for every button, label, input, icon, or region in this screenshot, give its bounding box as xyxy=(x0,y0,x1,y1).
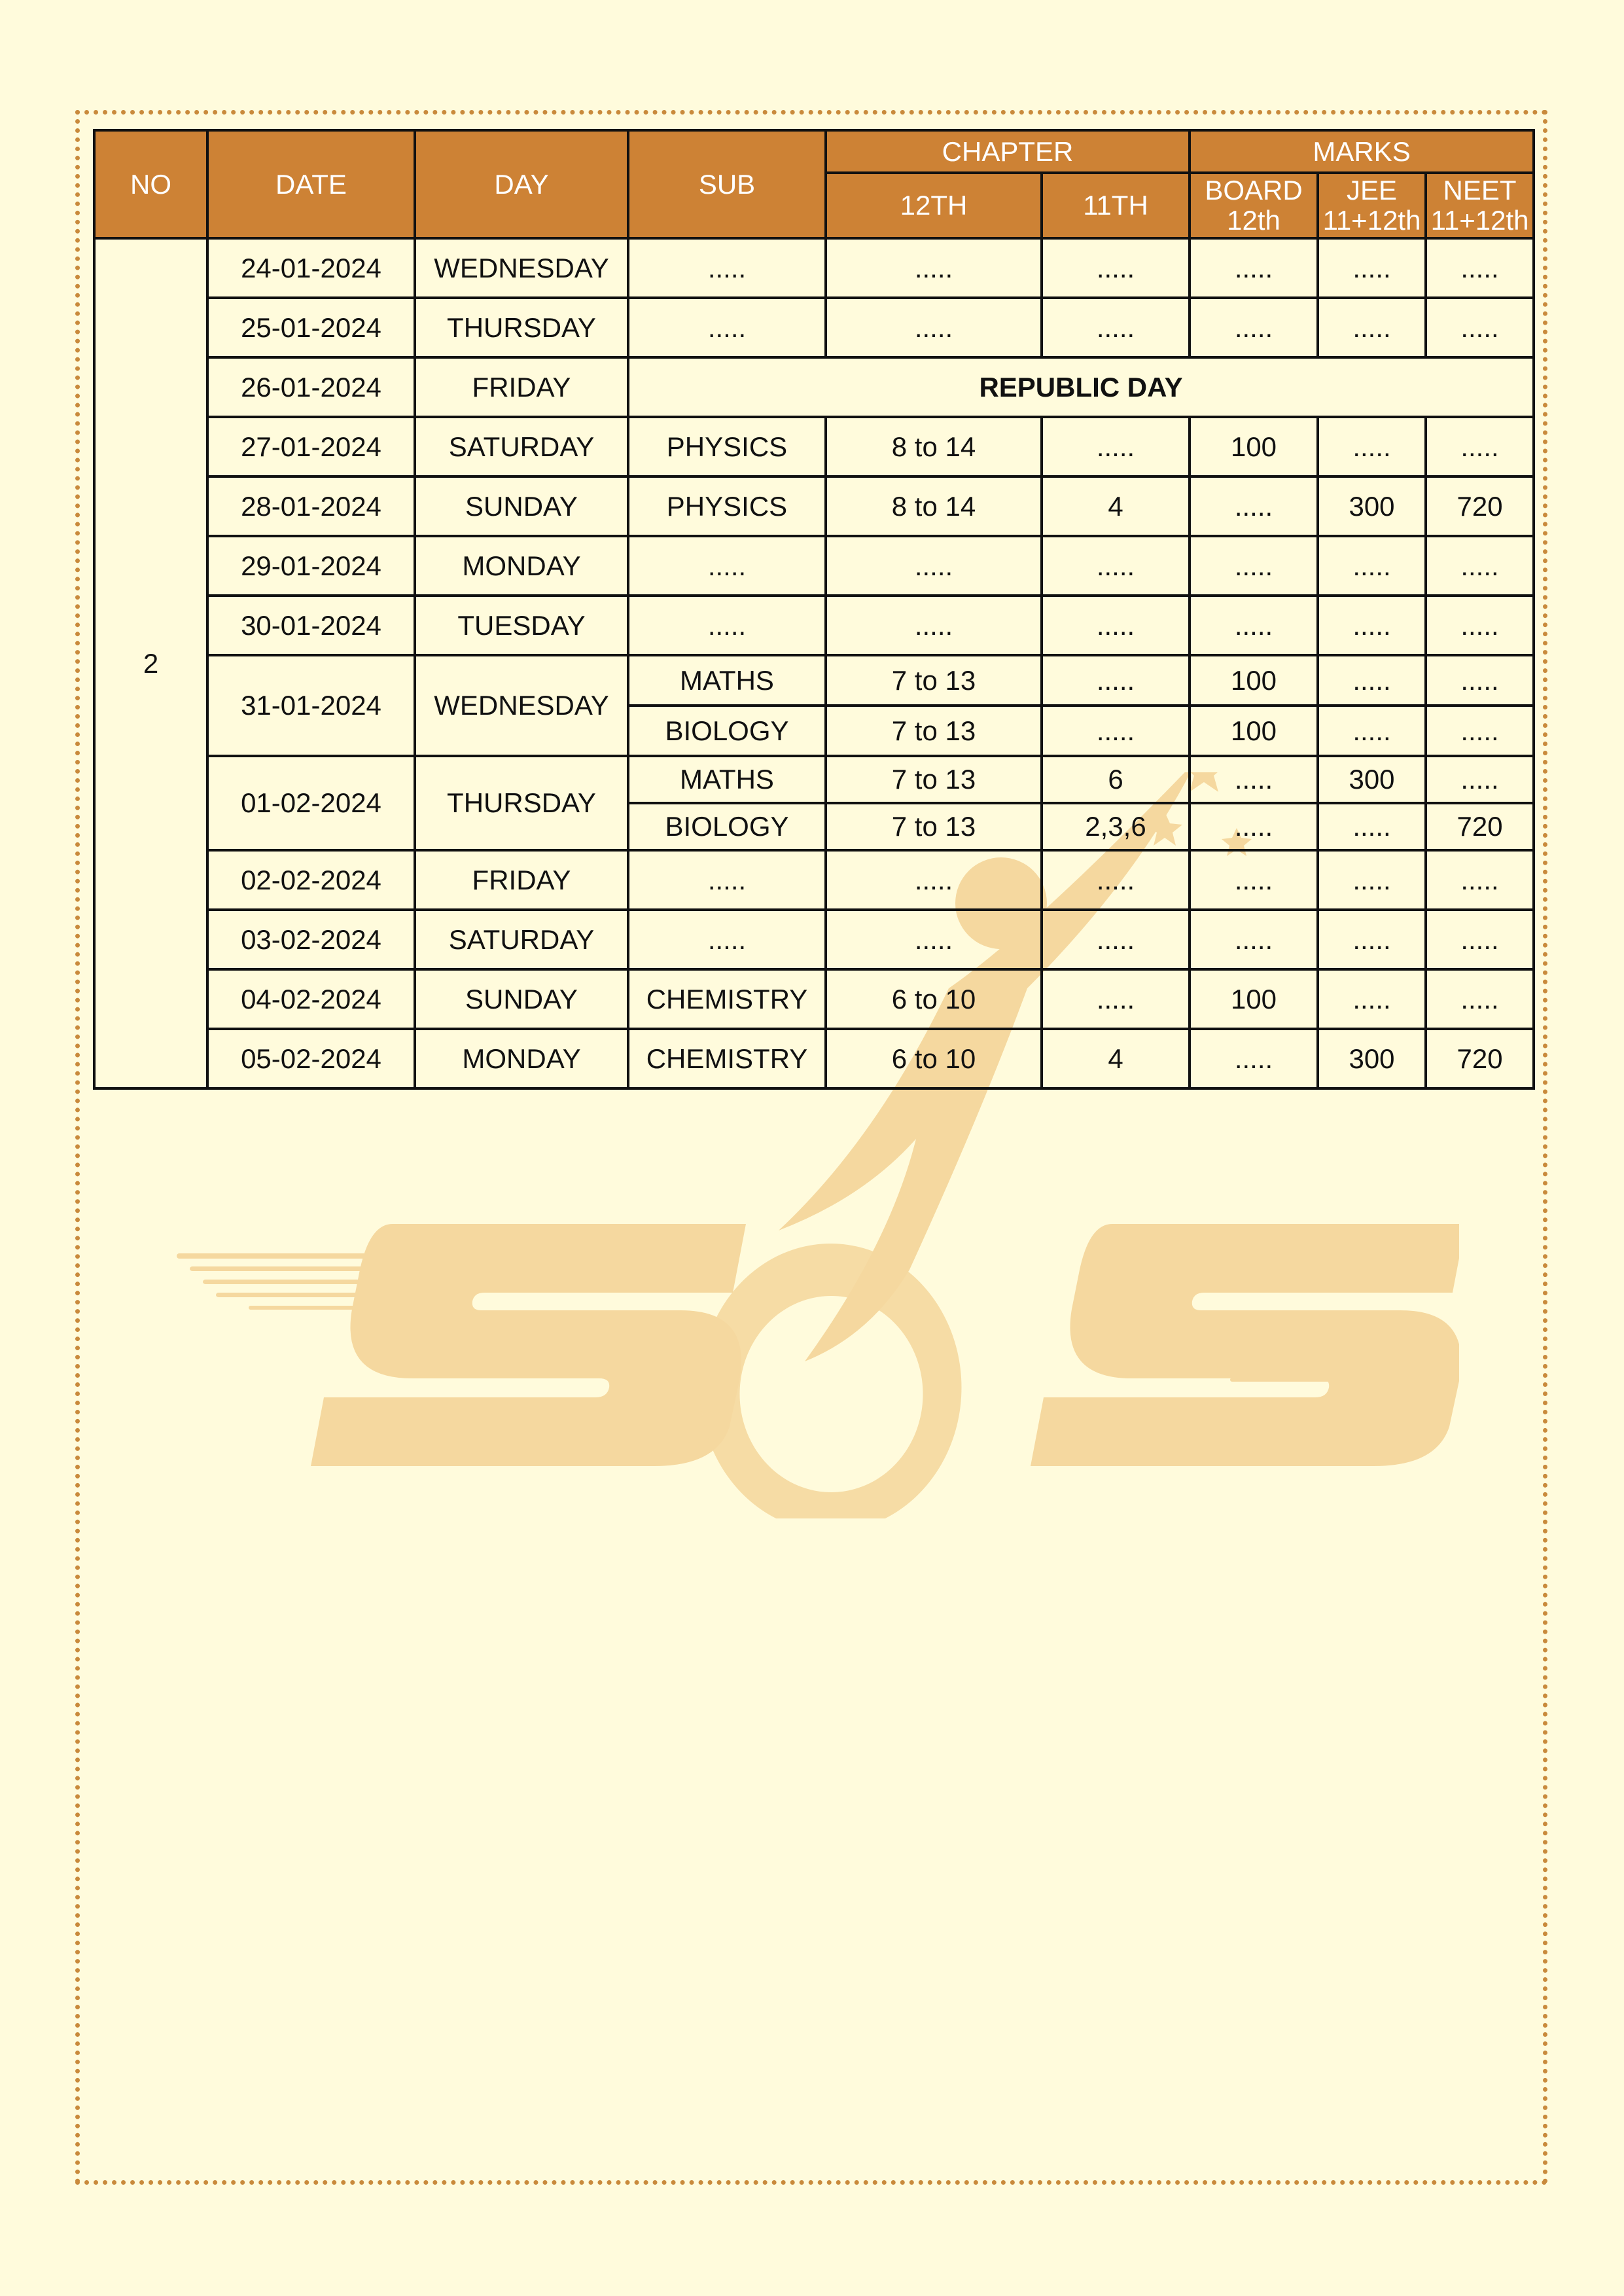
jee-marks-cell: 300 xyxy=(1318,756,1426,803)
chapter-12th-cell: 7 to 13 xyxy=(826,655,1042,706)
date-cell: 04-02-2024 xyxy=(207,969,415,1029)
subject-cell: ..... xyxy=(628,910,826,969)
chapter-12th-cell: 7 to 13 xyxy=(826,803,1042,850)
board-marks-cell: ..... xyxy=(1190,238,1318,298)
subject-cell: BIOLOGY xyxy=(628,706,826,756)
neet-marks-cell: 720 xyxy=(1426,803,1534,850)
subject-cell: PHYSICS xyxy=(628,417,826,476)
neet-marks-cell: ..... xyxy=(1426,238,1534,298)
chapter-12th-cell: ..... xyxy=(826,850,1042,910)
header-chapter-11th: 11TH xyxy=(1042,173,1190,238)
day-cell: FRIDAY xyxy=(415,850,628,910)
date-cell: 24-01-2024 xyxy=(207,238,415,298)
chapter-11th-cell: ..... xyxy=(1042,298,1190,357)
day-cell: SUNDAY xyxy=(415,969,628,1029)
day-cell: SATURDAY xyxy=(415,417,628,476)
date-cell: 02-02-2024 xyxy=(207,850,415,910)
jee-marks-cell: ..... xyxy=(1318,596,1426,655)
subject-cell: CHEMISTRY xyxy=(628,969,826,1029)
board-marks-cell: ..... xyxy=(1190,850,1318,910)
jee-marks-cell: ..... xyxy=(1318,803,1426,850)
header-sub: SUB xyxy=(628,130,826,238)
timetable xyxy=(93,129,1535,1090)
table-row xyxy=(94,357,1534,417)
day-cell: MONDAY xyxy=(415,536,628,596)
header-no: NO xyxy=(94,130,207,238)
table-row xyxy=(94,596,1534,655)
neet-marks-cell: ..... xyxy=(1426,536,1534,596)
board-marks-cell: ..... xyxy=(1190,803,1318,850)
chapter-12th-cell: ..... xyxy=(826,238,1042,298)
chapter-11th-cell: 4 xyxy=(1042,476,1190,536)
header-neet: NEET 11+12th xyxy=(1426,173,1534,238)
jee-marks-cell: ..... xyxy=(1318,969,1426,1029)
chapter-11th-cell: ..... xyxy=(1042,655,1190,706)
jee-marks-cell: ..... xyxy=(1318,238,1426,298)
chapter-11th-cell: ..... xyxy=(1042,969,1190,1029)
chapter-11th-cell: ..... xyxy=(1042,417,1190,476)
chapter-11th-cell: 2,3,6 xyxy=(1042,803,1190,850)
group-number: 2 xyxy=(94,238,207,1088)
table-row xyxy=(94,417,1534,476)
neet-marks-cell: ..... xyxy=(1426,756,1534,803)
header-jee: JEE 11+12th xyxy=(1318,173,1426,238)
table-row xyxy=(94,910,1534,969)
chapter-12th-cell: ..... xyxy=(826,536,1042,596)
day-cell: THURSDAY xyxy=(415,298,628,357)
jee-marks-cell: 300 xyxy=(1318,476,1426,536)
chapter-11th-cell: ..... xyxy=(1042,910,1190,969)
date-cell: 25-01-2024 xyxy=(207,298,415,357)
day-cell: MONDAY xyxy=(415,1029,628,1088)
neet-marks-cell: ..... xyxy=(1426,706,1534,756)
chapter-11th-cell: ..... xyxy=(1042,238,1190,298)
day-cell: THURSDAY xyxy=(415,756,628,850)
date-cell: 01-02-2024 xyxy=(207,756,415,850)
table-row xyxy=(94,536,1534,596)
board-marks-cell: ..... xyxy=(1190,298,1318,357)
header-chapter-12th: 12TH xyxy=(826,173,1042,238)
chapter-12th-cell: 6 to 10 xyxy=(826,969,1042,1029)
chapter-11th-cell: ..... xyxy=(1042,850,1190,910)
header-board: BOARD 12th xyxy=(1190,173,1318,238)
jee-marks-cell: ..... xyxy=(1318,706,1426,756)
subject-cell: ..... xyxy=(628,596,826,655)
chapter-11th-cell: 6 xyxy=(1042,756,1190,803)
neet-marks-cell: ..... xyxy=(1426,850,1534,910)
subject-cell: ..... xyxy=(628,298,826,357)
chapter-12th-cell: 8 to 14 xyxy=(826,476,1042,536)
date-cell: 30-01-2024 xyxy=(207,596,415,655)
date-cell: 05-02-2024 xyxy=(207,1029,415,1088)
board-marks-cell: ..... xyxy=(1190,476,1318,536)
day-cell: SATURDAY xyxy=(415,910,628,969)
chapter-12th-cell: ..... xyxy=(826,298,1042,357)
holiday-cell: REPUBLIC DAY xyxy=(628,357,1534,417)
chapter-11th-cell: 4 xyxy=(1042,1029,1190,1088)
chapter-11th-cell: ..... xyxy=(1042,596,1190,655)
neet-marks-cell: 720 xyxy=(1426,476,1534,536)
table-row xyxy=(94,298,1534,357)
board-marks-cell: 100 xyxy=(1190,655,1318,706)
subject-cell: PHYSICS xyxy=(628,476,826,536)
jee-marks-cell: ..... xyxy=(1318,298,1426,357)
subject-cell: ..... xyxy=(628,238,826,298)
neet-marks-cell: ..... xyxy=(1426,969,1534,1029)
subject-cell: ..... xyxy=(628,536,826,596)
board-marks-cell: ..... xyxy=(1190,596,1318,655)
subject-cell: BIOLOGY xyxy=(628,803,826,850)
day-cell: FRIDAY xyxy=(415,357,628,417)
chapter-12th-cell: 7 to 13 xyxy=(826,756,1042,803)
neet-marks-cell: ..... xyxy=(1426,910,1534,969)
table-row xyxy=(94,238,1534,298)
table-row xyxy=(94,969,1534,1029)
day-cell: SUNDAY xyxy=(415,476,628,536)
date-cell: 29-01-2024 xyxy=(207,536,415,596)
jee-marks-cell: ..... xyxy=(1318,850,1426,910)
chapter-11th-cell: ..... xyxy=(1042,536,1190,596)
header-marks: MARKS xyxy=(1190,130,1534,173)
chapter-12th-cell: 8 to 14 xyxy=(826,417,1042,476)
table-row xyxy=(94,756,1534,803)
board-marks-cell: 100 xyxy=(1190,417,1318,476)
jee-marks-cell: ..... xyxy=(1318,910,1426,969)
jee-marks-cell: ..... xyxy=(1318,536,1426,596)
table-row xyxy=(94,850,1534,910)
header-date: DATE xyxy=(207,130,415,238)
date-cell: 26-01-2024 xyxy=(207,357,415,417)
board-marks-cell: 100 xyxy=(1190,969,1318,1029)
header-chapter: CHAPTER xyxy=(826,130,1190,173)
neet-marks-cell: 720 xyxy=(1426,1029,1534,1088)
board-marks-cell: ..... xyxy=(1190,1029,1318,1088)
neet-marks-cell: ..... xyxy=(1426,298,1534,357)
board-marks-cell: ..... xyxy=(1190,910,1318,969)
neet-marks-cell: ..... xyxy=(1426,417,1534,476)
table-row xyxy=(94,655,1534,706)
day-cell: WEDNESDAY xyxy=(415,238,628,298)
board-marks-cell: ..... xyxy=(1190,536,1318,596)
board-marks-cell: ..... xyxy=(1190,756,1318,803)
header-day: DAY xyxy=(415,130,628,238)
date-cell: 03-02-2024 xyxy=(207,910,415,969)
date-cell: 31-01-2024 xyxy=(207,655,415,756)
day-cell: WEDNESDAY xyxy=(415,655,628,756)
subject-cell: MATHS xyxy=(628,756,826,803)
date-cell: 27-01-2024 xyxy=(207,417,415,476)
jee-marks-cell: 300 xyxy=(1318,1029,1426,1088)
chapter-11th-cell: ..... xyxy=(1042,706,1190,756)
chapter-12th-cell: ..... xyxy=(826,910,1042,969)
board-marks-cell: 100 xyxy=(1190,706,1318,756)
neet-marks-cell: ..... xyxy=(1426,655,1534,706)
subject-cell: MATHS xyxy=(628,655,826,706)
neet-marks-cell: ..... xyxy=(1426,596,1534,655)
table-row xyxy=(94,476,1534,536)
jee-marks-cell: ..... xyxy=(1318,655,1426,706)
subject-cell: CHEMISTRY xyxy=(628,1029,826,1088)
date-cell: 28-01-2024 xyxy=(207,476,415,536)
chapter-12th-cell: ..... xyxy=(826,596,1042,655)
day-cell: TUESDAY xyxy=(415,596,628,655)
chapter-12th-cell: 7 to 13 xyxy=(826,706,1042,756)
subject-cell: ..... xyxy=(628,850,826,910)
jee-marks-cell: ..... xyxy=(1318,417,1426,476)
chapter-12th-cell: 6 to 10 xyxy=(826,1029,1042,1088)
table-row xyxy=(94,1029,1534,1088)
